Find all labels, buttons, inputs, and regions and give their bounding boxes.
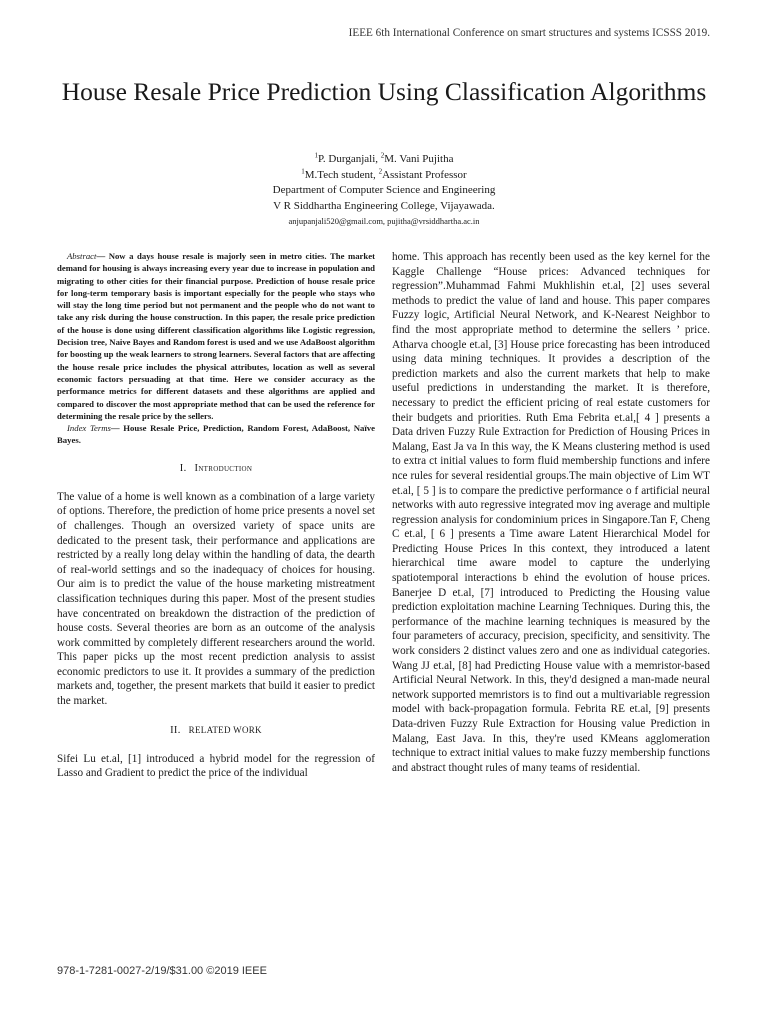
author-role: M.Tech student, — [304, 168, 379, 181]
author-role: Assistant Professor — [382, 168, 467, 181]
department: Department of Computer Science and Engineering — [272, 184, 496, 196]
author-emails: anjupanjali520@gmail.com, pujitha@vrsiddhartha.ac.in — [288, 216, 480, 226]
copyright-footer: 978-1-7281-0027-2/19/$31.00 ©2019 IEEE — [57, 965, 267, 977]
affil-mark: 2 — [380, 151, 385, 160]
index-terms-text: — House Resale Price, Prediction, Random Forest, AdaBoost, Naïve Bayes. — [57, 423, 376, 446]
affil-mark: 1 — [301, 166, 305, 175]
author-name: M. Vani Pujitha — [384, 153, 454, 165]
paper-title: House Resale Price Prediction Using Classification Algorithms — [61, 77, 707, 106]
section-number: II. — [170, 724, 181, 736]
author-name: P. Durganjali, — [318, 153, 381, 165]
abstract-text: — Now a days house resale is majorly seen in metro cities. The market demand for housing is always increasing every year due to increase in population and migrating to other cities for their financial purpose. Prediction of house resale price for long-term temporary basis is important especially for the people who stays who will stay the long time period but not permanent and the people who do not want to take any risk during the house construction. In this paper, the resale price prediction of the house is done using different classification algorithms like Logistic regression, Decision tree, Naive Bayes and Random forest is used and we use AdaBoost algorithm for boosting up the weak learners to strong learners. Several factors that are affecting the house resale price includes the physical attributes, location as well as several economic factors persuading at that time. Here we consider accuracy as the performance metrics for different datasets and these algorithms are applied and compared to discover the most appropriate method that can be used the reference for determining the resale price by the sellers. — [57, 251, 375, 421]
college: V R Siddhartha Engineering College, Vijayawada. — [273, 199, 495, 212]
affil-mark: 2 — [378, 166, 383, 175]
author-names — [0, 152, 768, 168]
author-block — [0, 152, 768, 230]
introduction-text: The value of a home is well known as a combination of a large variety of options. Therefore, the prediction of home price presents a novel set of challenges. Though an oversized variety of space units are dedicated to the present task, their performance and applications are restricted by a really long delay within the handling of data, the dearth of real-world settings and so the inadequacy of choices for housing. Our aim is to predict the value of the house marketing mistreatment classification techniques during this paper. Most of the present studies have concentrated on breakdown the distraction of the prediction of house costs. Several theories are born as an outcome of the analysis work committed by completely different researchers around the world. This paper picks up the most recent prediction analysis to assist economic predictors to use it. It provides a summary of the prediction markets and, together, the present markets that build it easier to predict the market. — [57, 490, 375, 708]
section-number: I. — [179, 462, 187, 474]
affil-mark: 1 — [314, 151, 319, 160]
right-column — [392, 250, 710, 775]
abstract — [57, 250, 375, 422]
related-work-text: Sifei Lu et.al, [1] introduced a hybrid model for the regression of Lasso and Gradient to predict the price of the individual — [57, 752, 375, 780]
section-heading-related-work — [57, 725, 375, 736]
section-heading-introduction — [57, 463, 375, 474]
left-column — [57, 250, 375, 781]
related-work-continued-text: home. This approach has recently been used as the key kernel for the Kaggle Challenge “House prices: Advanced techniques for regression”.Muhammad Fahmi Mukhlishin et.al, [2] uses several methods to predict the value of land and house. This paper compares Fuzzy logic, Artificial Neural Network, and K-Nearest Neighbor to find the most appropriate method to determine the sellers ’ price. Atharva choogle et.al, [3] House price forecasting has been introduced using data mining techniques. It provides a description of the prediction markets and also the current markets that help to make useful predictions in understanding the market. It is therefore, necessary to predict the efficient pricing of real estate customers for their budgets and priorities. Ruth Ema Febrita et.al,[ 4 ] presents a Data driven Fuzzy Rule Extraction for Prediction of Housing Prices in Malang, East Ja va In this way, the K Means clustering method is used to extra ct initial values to form fluid membership functions and infere nce rules for several residential groups.The main objective of Lim WT et.al, [ 5 ] is to compare the predictive performance o f artificial neural networks with auto regressive integrated mov ing average and multiple regression analysis for condominium prices in Singapore.Tan F, Cheng C et.al, [ 6 ] presents a Time aware Latent Hierarchical Model for Predicting House Prices In this context, they introduced a latent hierarchical time aware model to capture the underlying spatiotemporal interactions b ehind the evolution of house prices. Banerjee D et.al, [7] introduced to Predicting the Housing value prediction exploitation machine Learning Techniques. During this, the performance of the machine learning techniques is measured by the four parameters of accuracy, precision, specificity, and sensitivity. The work considers 2 distinct values zero and one as individual categories. Wang JJ et.al, [8] had Predicting House value with a memristor-based Artificial Neural Network. In this, they'd designed a man-made neural network supported memristors is to find out a multivariable regression model with back-propagation formula. Febrita RE et.al, [9] presents Data-driven Fuzzy Rule Extraction for Housing value Prediction in Malang, East Java. In this, they're used KMeans agglomeration technique to extract initial values to make fuzzy membership functions and abstract thought rules of many teams of residential. — [392, 251, 710, 774]
section-title: RELATED WORK — [188, 724, 262, 735]
abstract-lead: Abstract — [67, 251, 97, 261]
author-roles — [0, 168, 768, 184]
section-title: Introduction — [194, 462, 253, 474]
index-terms-lead: Index Terms — [67, 423, 111, 434]
index-terms — [57, 422, 375, 447]
conference-header: IEEE 6th International Conference on smart structures and systems ICSSS 2019. — [348, 27, 710, 39]
